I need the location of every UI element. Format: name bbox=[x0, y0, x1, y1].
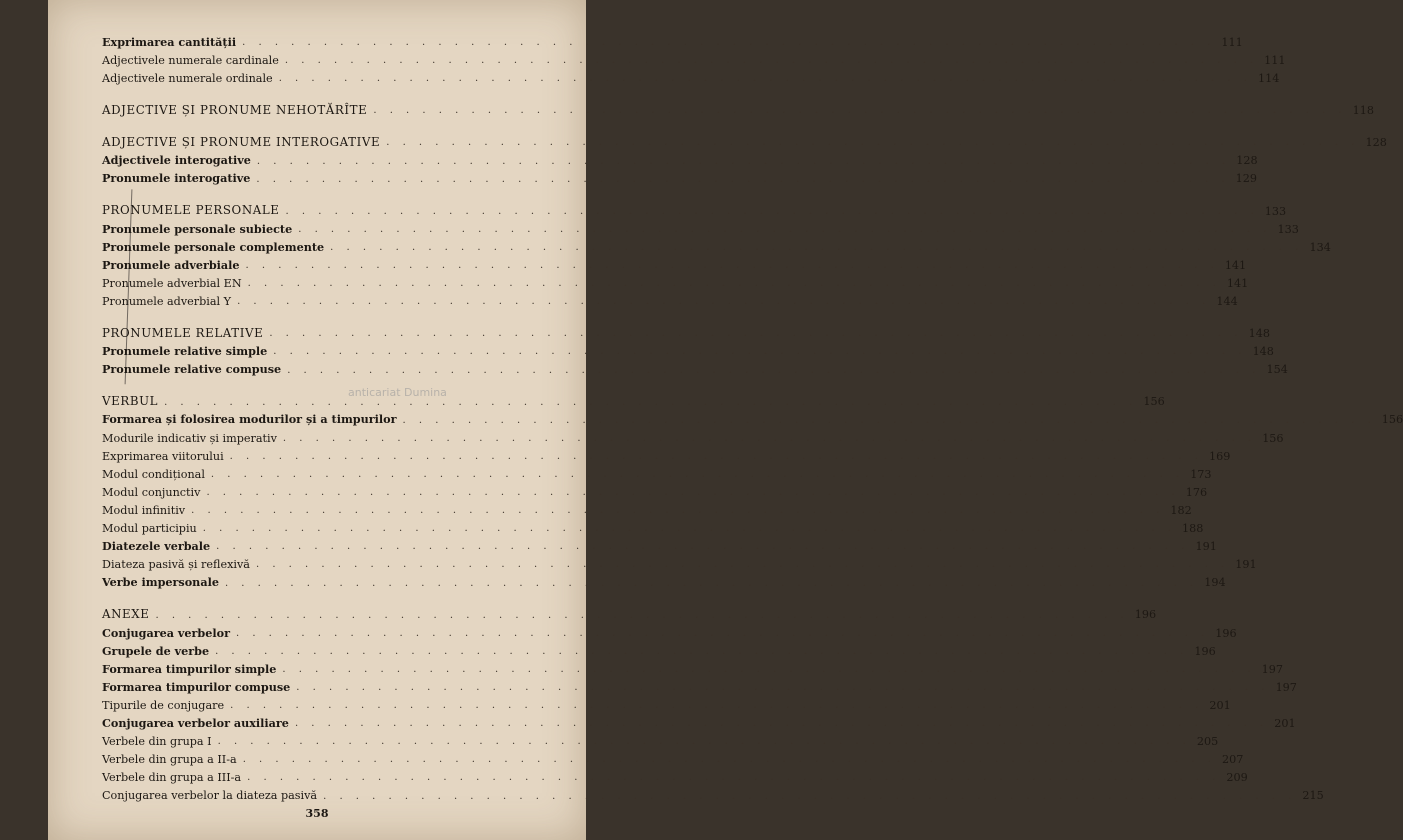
toc-entry-label: Pronumele interogative bbox=[102, 171, 251, 186]
toc-entry-page: 194 bbox=[1204, 576, 1226, 590]
toc-leader-dots: . . . . . . . . . . . . . . . . . . . . . . . . . . . . . . . . . . . . . . . . . . . . . . . . . . . . . . . . . . . . bbox=[155, 609, 1129, 621]
toc-entry-label: Exprimarea cantității bbox=[102, 34, 237, 49]
toc-entry-page: 156 bbox=[1262, 431, 1284, 445]
toc-entry-label: Adjectivele interogative bbox=[102, 153, 251, 168]
table-of-contents bbox=[102, 30, 1403, 803]
toc-entry-label: Diateza pasivă și reflexivă bbox=[102, 558, 250, 572]
toc-entry-page: 196 bbox=[1194, 644, 1216, 658]
toc-entry bbox=[102, 426, 1284, 445]
toc-leader-dots: . . . . . . . . . . . . . . . . . . . . . . . . . . . . . . . . . . . . . . . . . . . . . . . . . . . . . . . . . . . . bbox=[247, 278, 1221, 290]
toc-entry-label: Pronumele adverbial Y bbox=[102, 295, 232, 309]
toc-leader-dots: . . . . . . . . . . . . . . . . . . . . . . . . . . . . . . . . . . . . . . . . . . . . . . . . . . . . . . . . . . . . bbox=[323, 790, 1297, 802]
watermark: anticariat Dumina bbox=[348, 386, 447, 399]
toc-leader-dots: . . . . . . . . . . . . . . . . . . . . . . . . . . . . . . . . . . . . . . . . . . . . . . . . . . . . . . . . . . . . bbox=[298, 223, 1272, 235]
toc-entry-label: Modul conjunctiv bbox=[102, 485, 201, 499]
toc-section-heading bbox=[102, 603, 1157, 622]
toc-spacer bbox=[102, 376, 584, 390]
toc-section-heading bbox=[102, 321, 1270, 341]
toc-entry bbox=[102, 167, 1258, 186]
toc-entry-page: 182 bbox=[1170, 503, 1192, 517]
toc-entry-page: 154 bbox=[1266, 363, 1288, 377]
toc-section-heading bbox=[102, 98, 1374, 118]
toc-entry-page: 176 bbox=[1185, 485, 1208, 499]
toc-spacer bbox=[102, 589, 584, 603]
toc-entry-label: Diatezele verbale bbox=[102, 539, 211, 554]
toc-section-heading bbox=[102, 390, 1165, 409]
toc-entry-page: 156 bbox=[1381, 413, 1403, 427]
toc-entry-page: 111 bbox=[1264, 53, 1286, 67]
toc-entry-page: 118 bbox=[1352, 104, 1374, 118]
toc-entry-label: Pronumele relative simple bbox=[102, 344, 268, 359]
toc-entry-label: Conjugarea verbelor auxiliare bbox=[102, 715, 289, 730]
toc-entry bbox=[102, 639, 1216, 658]
toc-entry-page: 209 bbox=[1226, 771, 1248, 785]
toc-leader-dots: . . . . . . . . . . . . . . . . . . . . . . . . . . . . . . . . . . . . . . . . . . . . . . . . . . . . . . . . . . . . bbox=[217, 736, 1191, 748]
toc-leader-dots: . . . . . . . . . . . . . . . . . . . . . . . . . . . . . . . . . . . . . . . . . . . . . . . . . . . . . . . . . . . . bbox=[164, 396, 1138, 408]
toc-entry-label: Modul infinitiv bbox=[102, 503, 186, 517]
toc-leader-dots: . . . . . . . . . . . . . . . . . . . . . . . . . . . . . . . . . . . . . . . . . . . . . . . . . . . . . . . . . . . . bbox=[256, 155, 1231, 167]
toc-leader-dots: . . . . . . . . . . . . . . . . . . . . . . . . . . . . . . . . . . . . . . . . . . . . . . . . . . . . . . . . . . . . bbox=[235, 627, 1210, 639]
toc-leader-dots: . . . . . . . . . . . . . . . . . . . . . . . . . . . . . . . . . . . . . . . . . . . . . . . . . . . . . . . . . . . . bbox=[224, 577, 1199, 589]
toc-entry-page: 141 bbox=[1226, 276, 1249, 290]
book-page bbox=[48, 0, 1403, 840]
toc-leader-dots: . . . . . . . . . . . . . . . . . . . . . . . . . . . . . . . . . . . . . . . . . . . . . . . . . . . . . . . . . . . . bbox=[237, 296, 1211, 308]
toc-entry-label: Modul condițional bbox=[102, 467, 205, 481]
toc-entry-label: Verbele din grupa a II-a bbox=[102, 753, 237, 767]
toc-leader-dots: . . . . . . . . . . . . . . . . . . . . . . . . . . . . . . . . . . . . . . . . . . . . . . . . . . . . . . . . . . . . bbox=[273, 346, 1247, 358]
toc-leader-dots: . . . . . . . . . . . . . . . . . . . . . . . . . . . . . . . . . . . . . . . . . . . . . . . . . . . . . . . . . . . . bbox=[242, 754, 1216, 766]
toc-leader-dots: . . . . . . . . . . . . . . . . . . . . . . . . . . . . . . . . . . . . . . . . . . . . . . . . . . . . . . . . . . . . bbox=[255, 559, 1230, 571]
toc-entry-label: VERBUL bbox=[102, 393, 159, 408]
toc-entry-label: ADJECTIVE ȘI PRONUME NEHOTĂRÎTE bbox=[102, 102, 368, 117]
toc-entry-label: Pronumele personale complemente bbox=[102, 239, 325, 254]
toc-entry-page: 215 bbox=[1302, 789, 1324, 803]
toc-entry bbox=[102, 66, 1280, 86]
toc-leader-dots: . . . . . . . . . . . . . . . . . . . . . . . . . . . . . . . . . . . . . . . . . . . . . . . . . . . . . . . . . . . . bbox=[278, 73, 1252, 85]
toc-entry-label: PRONUMELE PERSONALE bbox=[102, 202, 280, 217]
toc-entry bbox=[102, 552, 1257, 572]
toc-entry-page: 173 bbox=[1190, 467, 1212, 481]
toc-entry-label: Adjectivele numerale cardinale bbox=[102, 53, 279, 67]
toc-leader-dots: . . . . . . . . . . . . . . . . . . . . . . . . . . . . . . . . . . . . . . . . . . . . . . . . . . . . . . . . . . . . bbox=[282, 432, 1257, 444]
toc-leader-dots: . . . . . . . . . . . . . . . . . . . . . . . . . . . . . . . . . . . . . . . . . . . . . . . . . . . . . . . . . . . . bbox=[191, 505, 1165, 517]
toc-entry-label: Modul participiu bbox=[102, 522, 197, 536]
toc-entry bbox=[102, 516, 1204, 536]
toc-entry-label: Pronumele relative compuse bbox=[102, 362, 282, 377]
toc-leader-dots: . . . . . . . . . . . . . . . . . . . . . . . . . . . . . . . . . . . . . . . . . . . . . . . . . . . . . . . . . . . . bbox=[296, 682, 1270, 693]
toc-leader-dots: . . . . . . . . . . . . . . . . . . . . . . . . . . . . . . . . . . . . . . . . . . . . . . . . . . . . . . . . . . . . bbox=[229, 450, 1203, 462]
toc-entry bbox=[102, 498, 1192, 517]
toc-entry bbox=[102, 462, 1212, 481]
toc-entry-label: Adjectivele numerale ordinale bbox=[102, 72, 273, 86]
toc-entry-page: 207 bbox=[1221, 753, 1244, 767]
toc-entry-page: 191 bbox=[1195, 540, 1217, 554]
toc-leader-dots: . . . . . . . . . . . . . . . . . . . . . . . . . . . . . . . . . . . . . . . . . . . . . . . . . . . . . . . . . . . . bbox=[202, 523, 1177, 535]
toc-entry-page: 114 bbox=[1257, 72, 1280, 86]
toc-entry bbox=[102, 729, 1219, 749]
toc-entry bbox=[102, 570, 1226, 590]
toc-leader-dots: . . . . . . . . . . . . . . . . . . . . . . . . . . . . . . . . . . . . . . . . . . . . . . . . . . . . . . . . . . . . bbox=[230, 700, 1204, 712]
toc-entry-page: 201 bbox=[1274, 716, 1296, 730]
toc-entry-page: 156 bbox=[1143, 395, 1165, 409]
toc-leader-dots: . . . . . . . . . . . . . . . . . . . . . . . . . . . . . . . . . . . . . . . . . . . . . . . . . . . . . . . . . . . . bbox=[256, 173, 1230, 185]
toc-entry-label: Grupele de verbe bbox=[102, 643, 210, 658]
toc-entry bbox=[102, 657, 1284, 676]
toc-entry-label: Formarea și folosirea modurilor și a timpurilor bbox=[102, 412, 397, 427]
toc-entry bbox=[102, 253, 1247, 272]
toc-leader-dots: . . . . . . . . . . . . . . . . . . . . . . . . . . . . . . . . . . . . . . . . . . . . . . . . . . . . . . . . . . . . bbox=[284, 55, 1259, 67]
toc-entry-label: Modurile indicativ și imperativ bbox=[102, 431, 277, 445]
toc-spacer bbox=[102, 185, 584, 199]
toc-leader-dots: . . . . . . . . . . . . . . . . . . . . . . . . . . . . . . . . . . . . . . . . . . . . . . . . . . . . . . . . . . . . bbox=[373, 105, 1347, 117]
toc-entry-label: Verbele din grupa I bbox=[102, 735, 212, 749]
toc-entry-label: Exprimarea viitorului bbox=[102, 449, 224, 463]
toc-leader-dots: . . . . . . . . . . . . . . . . . . . . . . . . . . . . . . . . . . . . . . . . . . . . . . . . . . . . . . . . . . . . bbox=[210, 468, 1185, 480]
toc-entry-page: 201 bbox=[1209, 698, 1231, 712]
toc-entry-label: Tipurile de conjugare bbox=[102, 698, 225, 712]
toc-entry-page: 188 bbox=[1182, 522, 1204, 536]
toc-section-heading bbox=[102, 130, 1387, 150]
toc-entry-page: 148 bbox=[1248, 327, 1270, 341]
toc-spacer bbox=[102, 116, 584, 130]
toc-entry bbox=[102, 765, 1248, 785]
toc-entry-label: ADJECTIVE ȘI PRONUME INTEROGATIVE bbox=[102, 134, 381, 149]
toc-entry bbox=[102, 289, 1238, 309]
toc-entry bbox=[102, 711, 1296, 730]
toc-entry bbox=[102, 747, 1244, 767]
toc-entry-label: ANEXE bbox=[102, 606, 150, 621]
toc-entry bbox=[102, 621, 1237, 640]
toc-entry bbox=[102, 217, 1299, 236]
toc-entry-page: 144 bbox=[1216, 295, 1238, 309]
toc-leader-dots: . . . . . . . . . . . . . . . . . . . . . . . . . . . . . . . . . . . . . . . . . . . . . . . . . . . . . . . . . . . . bbox=[242, 37, 1216, 49]
toc-entry-label: Verbele din grupa a III-a bbox=[102, 771, 242, 785]
toc-leader-dots: . . . . . . . . . . . . . . . . . . . . . . . . . . . . . . . . . . . . . . . . . . . . . . . . . . . . . . . . . . . . bbox=[285, 205, 1259, 217]
toc-leader-dots: . . . . . . . . . . . . . . . . . . . . . . . . . . . . . . . . . . . . . . . . . . . . . . . . . . . . . . . . . . . . bbox=[215, 645, 1189, 657]
toc-entry bbox=[102, 30, 1243, 49]
toc-entry-page: 129 bbox=[1235, 172, 1258, 186]
toc-entry bbox=[102, 444, 1231, 463]
toc-entry-page: 128 bbox=[1365, 136, 1387, 150]
toc-entry bbox=[102, 534, 1217, 554]
toc-leader-dots: . . . . . . . . . . . . . . . . . . . . . . . . . . . . . . . . . . . . . . . . . . . . . . . . . . . . . . . . . . . . bbox=[287, 364, 1261, 376]
toc-entry-page: 197 bbox=[1275, 680, 1297, 694]
toc-leader-dots: . . . . . . . . . . . . . . . . . . . . . . . . . . . . . . . . . . . . . . . . . . . . . . . . . . . . . . . . . . . . bbox=[294, 718, 1269, 730]
toc-entry-page: 148 bbox=[1252, 345, 1274, 359]
toc-entry bbox=[102, 693, 1231, 712]
toc-entry-label: Conjugarea verbelor bbox=[102, 625, 230, 640]
toc-spacer bbox=[102, 307, 584, 321]
toc-entry-page: 133 bbox=[1277, 222, 1299, 236]
toc-entry-page: 197 bbox=[1261, 662, 1284, 676]
toc-entry bbox=[102, 675, 1297, 694]
toc-entry bbox=[102, 271, 1249, 290]
toc-leader-dots: . . . . . . . . . . . . . . . . . . . . . . . . . . . . . . . . . . . . . . . . . . . . . . . . . . . . . . . . . . . . bbox=[386, 137, 1360, 149]
toc-leader-dots: . . . . . . . . . . . . . . . . . . . . . . . . . . . . . . . . . . . . . . . . . . . . . . . . . . . . . . . . . . . . bbox=[245, 260, 1219, 272]
toc-entry-page: 196 bbox=[1215, 626, 1237, 640]
toc-entry bbox=[102, 357, 1288, 377]
toc-entry-page: 141 bbox=[1224, 258, 1247, 272]
toc-leader-dots: . . . . . . . . . . . . . . . . . . . . . . . . . . . . . . . . . . . . . . . . . . . . . . . . . . . . . . . . . . . . bbox=[216, 541, 1190, 553]
toc-spacer bbox=[102, 84, 584, 98]
toc-entry-label: Conjugarea verbelor la diateza pasivă bbox=[102, 789, 318, 803]
toc-leader-dots: . . . . . . . . . . . . . . . . . . . . . . . . . . . . . . . . . . . . . . . . . . . . . . . . . . . . . . . . . . . . bbox=[269, 328, 1243, 340]
toc-entry-page: 191 bbox=[1235, 558, 1257, 572]
toc-entry bbox=[102, 148, 1258, 168]
toc-leader-dots: . . . . . . . . . . . . . . . . . . . . . . . . . . . . . . . . . . . . . . . . . . . . . . . . . . . . . . . . . . . . bbox=[282, 663, 1256, 675]
page-number: 358 bbox=[305, 807, 329, 820]
toc-entry-page: 196 bbox=[1134, 608, 1157, 622]
toc-entry-label: Pronumele adverbiale bbox=[102, 257, 240, 272]
toc-entry-label: Pronumele personale subiecte bbox=[102, 221, 293, 236]
toc-leader-dots: . . . . . . . . . . . . . . . . . . . . . . . . . . . . . . . . . . . . . . . . . . . . . . . . . . . . . . . . . . . . bbox=[206, 487, 1180, 499]
toc-entry-label: PRONUMELE RELATIVE bbox=[102, 325, 264, 340]
toc-entry-page: 205 bbox=[1196, 735, 1219, 749]
toc-entry-label: Verbe impersonale bbox=[102, 575, 219, 590]
toc-entry-page: 133 bbox=[1264, 204, 1287, 218]
toc-leader-dots: . . . . . . . . . . . . . . . . . . . . . . . . . . . . . . . . . . . . . . . . . . . . . . . . . . . . . . . . . . . . bbox=[247, 772, 1221, 784]
toc-entry-page: 111 bbox=[1221, 35, 1243, 49]
toc-entry-page: 134 bbox=[1309, 240, 1331, 254]
toc-entry bbox=[102, 783, 1324, 803]
toc-entry-page: 128 bbox=[1236, 154, 1258, 168]
toc-entry-label: Formarea timpurilor simple bbox=[102, 661, 277, 676]
toc-leader-dots: . . . . . . . . . . . . . . . . . . . . . . . . . . . . . . . . . . . . . . . . . . . . . . . . . . . . . . . . . . . . bbox=[402, 414, 1376, 426]
toc-entry-page: 169 bbox=[1208, 449, 1231, 463]
toc-leader-dots: . . . . . . . . . . . . . . . . . . . . . . . . . . . . . . . . . . . . . . . . . . . . . . . . . . . . . . . . . . . . bbox=[330, 241, 1304, 253]
toc-entry-label: Formarea timpurilor compuse bbox=[102, 679, 291, 694]
toc-entry bbox=[102, 235, 1331, 254]
toc-entry bbox=[102, 48, 1286, 67]
toc-section-heading bbox=[102, 199, 1287, 218]
toc-entry bbox=[102, 480, 1208, 499]
toc-entry bbox=[102, 408, 1403, 427]
toc-entry-label: Pronumele adverbial EN bbox=[102, 276, 242, 290]
toc-entry bbox=[102, 339, 1274, 359]
